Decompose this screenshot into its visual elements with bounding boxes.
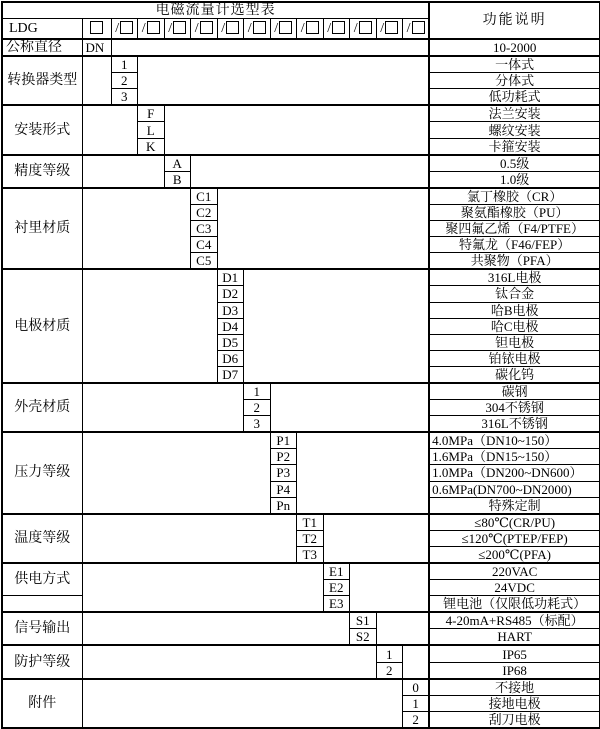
option-box-icon xyxy=(279,21,292,34)
option-desc: 碳钢 xyxy=(429,383,600,400)
model-code-box-cell: / xyxy=(297,19,324,40)
option-code: D6 xyxy=(217,350,244,366)
filler-cell xyxy=(323,514,429,563)
option-desc: 0.6MPa(DN700~DN2000) xyxy=(429,481,600,497)
filler-cell xyxy=(82,645,376,678)
model-code-box-cell: / xyxy=(164,19,191,40)
function-column-header: 功能说明 xyxy=(429,2,600,39)
option-desc: 24VDC xyxy=(429,580,600,596)
option-desc: IP68 xyxy=(429,662,600,679)
category-label: 压力等级 xyxy=(2,432,82,513)
block-converter-type xyxy=(2,56,600,105)
option-desc: 聚四氟乙烯（F4/PTFE） xyxy=(429,221,600,237)
option-desc: 氯丁橡胶（CR） xyxy=(429,188,600,205)
option-desc: 接地电极 xyxy=(429,695,600,711)
option-desc: 0.5级 xyxy=(429,155,600,172)
option-desc: 1.0MPa（DN200~DN600） xyxy=(429,465,600,481)
option-code: D4 xyxy=(217,318,244,334)
option-code: 3 xyxy=(244,416,271,433)
option-desc: HART xyxy=(429,629,600,646)
block-protection-rating xyxy=(2,645,600,678)
option-desc: 碳化钨 xyxy=(429,366,600,383)
filler-cell xyxy=(164,105,429,154)
block-installation-type xyxy=(2,105,600,154)
option-box-icon xyxy=(120,21,133,34)
filler-cell xyxy=(111,39,429,56)
option-desc: 304不锈钢 xyxy=(429,400,600,416)
option-code: C1 xyxy=(191,188,218,205)
block-housing-material xyxy=(2,383,600,432)
option-code: D7 xyxy=(217,366,244,383)
model-code-box-cell: / xyxy=(350,19,377,40)
option-code: 1 xyxy=(111,56,138,73)
option-code: L xyxy=(138,122,165,138)
option-code: P1 xyxy=(270,432,297,449)
category-label: 安装形式 xyxy=(2,105,82,154)
option-desc: 分体式 xyxy=(429,73,600,89)
filler-cell xyxy=(350,563,430,612)
option-code: D3 xyxy=(217,302,244,318)
model-code-box-cell: / xyxy=(191,19,218,40)
model-code-box-cell: / xyxy=(138,19,165,40)
option-code: A xyxy=(164,155,191,172)
option-box-icon xyxy=(200,21,213,34)
category-label: 公称直径 xyxy=(2,39,82,56)
category-label: 防护等级 xyxy=(2,645,82,678)
category-label: 外壳材质 xyxy=(2,383,82,432)
option-code: 1 xyxy=(244,383,271,400)
option-desc: 1.0级 xyxy=(429,171,600,188)
option-code: E1 xyxy=(323,563,350,580)
option-desc: 卡箍安装 xyxy=(429,138,600,155)
option-box-icon xyxy=(306,21,319,34)
option-desc: 低功耗式 xyxy=(429,89,600,106)
model-code-box-cell: / xyxy=(323,19,350,40)
option-desc: 铂铱电极 xyxy=(429,350,600,366)
model-code-box-cell: / xyxy=(244,19,271,40)
option-code: P3 xyxy=(270,465,297,481)
filler-cell xyxy=(82,105,138,154)
option-desc: 不接地 xyxy=(429,679,600,696)
table-header xyxy=(2,2,600,39)
option-box-icon xyxy=(173,21,186,34)
option-desc: 共聚物（PFA） xyxy=(429,253,600,270)
block-temperature-rating xyxy=(2,514,600,563)
option-desc: 刮刀电极 xyxy=(429,711,600,728)
category-label: 信号输出 xyxy=(2,612,82,645)
option-code: C5 xyxy=(191,253,218,270)
option-desc: 钛合金 xyxy=(429,286,600,302)
option-desc: 一体式 xyxy=(429,56,600,73)
option-desc: 4.0MPa（DN10~150） xyxy=(429,432,600,449)
filler-cell xyxy=(244,269,430,383)
option-code: 1 xyxy=(403,695,430,711)
filler-cell xyxy=(403,645,430,678)
filler-cell xyxy=(82,383,244,432)
filler-cell xyxy=(82,514,297,563)
option-desc: 法兰安装 xyxy=(429,105,600,122)
block-power-supply xyxy=(2,563,600,612)
option-code: 1 xyxy=(376,645,403,662)
option-desc: ≤200℃(PFA) xyxy=(429,546,600,563)
option-code: 3 xyxy=(111,89,138,106)
filler-cell xyxy=(82,155,164,188)
filler-cell xyxy=(82,432,270,513)
option-code: S1 xyxy=(350,612,377,629)
option-code: 2 xyxy=(111,73,138,89)
block-accessories xyxy=(2,679,600,728)
option-code: B xyxy=(164,171,191,188)
option-desc: ≤120℃(PTEP/FEP) xyxy=(429,530,600,546)
option-code: C3 xyxy=(191,221,218,237)
category-label: 衬里材质 xyxy=(2,188,82,269)
block-liner-material xyxy=(2,188,600,269)
model-code-box-cell: / xyxy=(270,19,297,40)
option-code: DN xyxy=(82,39,111,56)
option-desc: 1.6MPa（DN15~150） xyxy=(429,449,600,465)
filler-cell xyxy=(270,383,429,432)
option-code: Pn xyxy=(270,497,297,514)
option-code: 0 xyxy=(403,679,430,696)
option-box-icon xyxy=(412,21,425,34)
filler-cell xyxy=(82,56,111,105)
category-label: 精度等级 xyxy=(2,155,82,188)
block-signal-output xyxy=(2,612,600,645)
option-box-icon xyxy=(147,21,160,34)
option-code: P4 xyxy=(270,481,297,497)
flowmeter-selection-table xyxy=(1,1,600,729)
category-label: 供电方式 xyxy=(2,563,82,596)
option-code: P2 xyxy=(270,449,297,465)
model-code-box-cell: / xyxy=(376,19,403,40)
block-electrode-material xyxy=(2,269,600,383)
filler-cell xyxy=(217,188,429,269)
option-code: F xyxy=(138,105,165,122)
model-code-box-cell: / xyxy=(403,19,430,40)
option-desc: 螺纹安装 xyxy=(429,122,600,138)
option-box-icon xyxy=(226,21,239,34)
filler-cell xyxy=(82,269,217,383)
option-desc: 哈C电极 xyxy=(429,318,600,334)
option-desc: 特氟龙（F46/FEP） xyxy=(429,237,600,253)
filler-cell xyxy=(376,612,429,645)
option-code: T2 xyxy=(297,530,324,546)
category-label: 温度等级 xyxy=(2,514,82,563)
option-box-icon xyxy=(385,21,398,34)
option-code: E3 xyxy=(323,596,350,613)
option-code: T1 xyxy=(297,514,324,531)
option-desc: ≤80℃(CR/PU) xyxy=(429,514,600,531)
option-desc: 特殊定制 xyxy=(429,497,600,514)
category-label: 附件 xyxy=(2,679,82,728)
filler-cell xyxy=(191,155,430,188)
option-code: 2 xyxy=(376,662,403,679)
category-label-empty xyxy=(2,596,82,613)
table-title: 电磁流量计选型表 xyxy=(2,2,429,19)
option-code: 2 xyxy=(403,711,430,728)
option-code: E2 xyxy=(323,580,350,596)
option-code: D5 xyxy=(217,334,244,350)
option-desc: 4-20mA+RS485（标配） xyxy=(429,612,600,629)
option-box-icon xyxy=(253,21,266,34)
block-pressure-rating xyxy=(2,432,600,513)
model-code-box-cell xyxy=(82,19,111,40)
filler-cell xyxy=(82,679,403,728)
category-label: 电极材质 xyxy=(2,269,82,383)
option-box-icon xyxy=(359,21,372,34)
filler-cell xyxy=(297,432,430,513)
option-code: 2 xyxy=(244,400,271,416)
option-desc: IP65 xyxy=(429,645,600,662)
option-desc: 316L不锈钢 xyxy=(429,416,600,433)
option-code: C4 xyxy=(191,237,218,253)
option-desc: 钽电极 xyxy=(429,334,600,350)
option-desc: 锂电池（仅限低功耗式） xyxy=(429,596,600,613)
option-desc: 316L电极 xyxy=(429,269,600,286)
model-prefix: LDG xyxy=(2,19,82,40)
option-code: D1 xyxy=(217,269,244,286)
option-code: S2 xyxy=(350,629,377,646)
filler-cell xyxy=(82,188,191,269)
filler-cell xyxy=(138,56,430,105)
option-box-icon xyxy=(90,21,103,34)
option-code: T3 xyxy=(297,546,324,563)
option-desc: 220VAC xyxy=(429,563,600,580)
model-code-box-cell: / xyxy=(111,19,138,40)
category-label: 转换器类型 xyxy=(2,56,82,105)
block-accuracy-class xyxy=(2,155,600,188)
filler-cell xyxy=(82,563,323,612)
option-code: D2 xyxy=(217,286,244,302)
option-code: K xyxy=(138,138,165,155)
option-desc: 聚氨酯橡胶（PU） xyxy=(429,204,600,220)
filler-cell xyxy=(82,612,350,645)
option-desc: 哈B电极 xyxy=(429,302,600,318)
option-code: C2 xyxy=(191,204,218,220)
model-code-box-cell: / xyxy=(217,19,244,40)
option-box-icon xyxy=(332,21,345,34)
option-desc: 10-2000 xyxy=(429,39,600,56)
block-nominal-diameter xyxy=(2,39,600,56)
